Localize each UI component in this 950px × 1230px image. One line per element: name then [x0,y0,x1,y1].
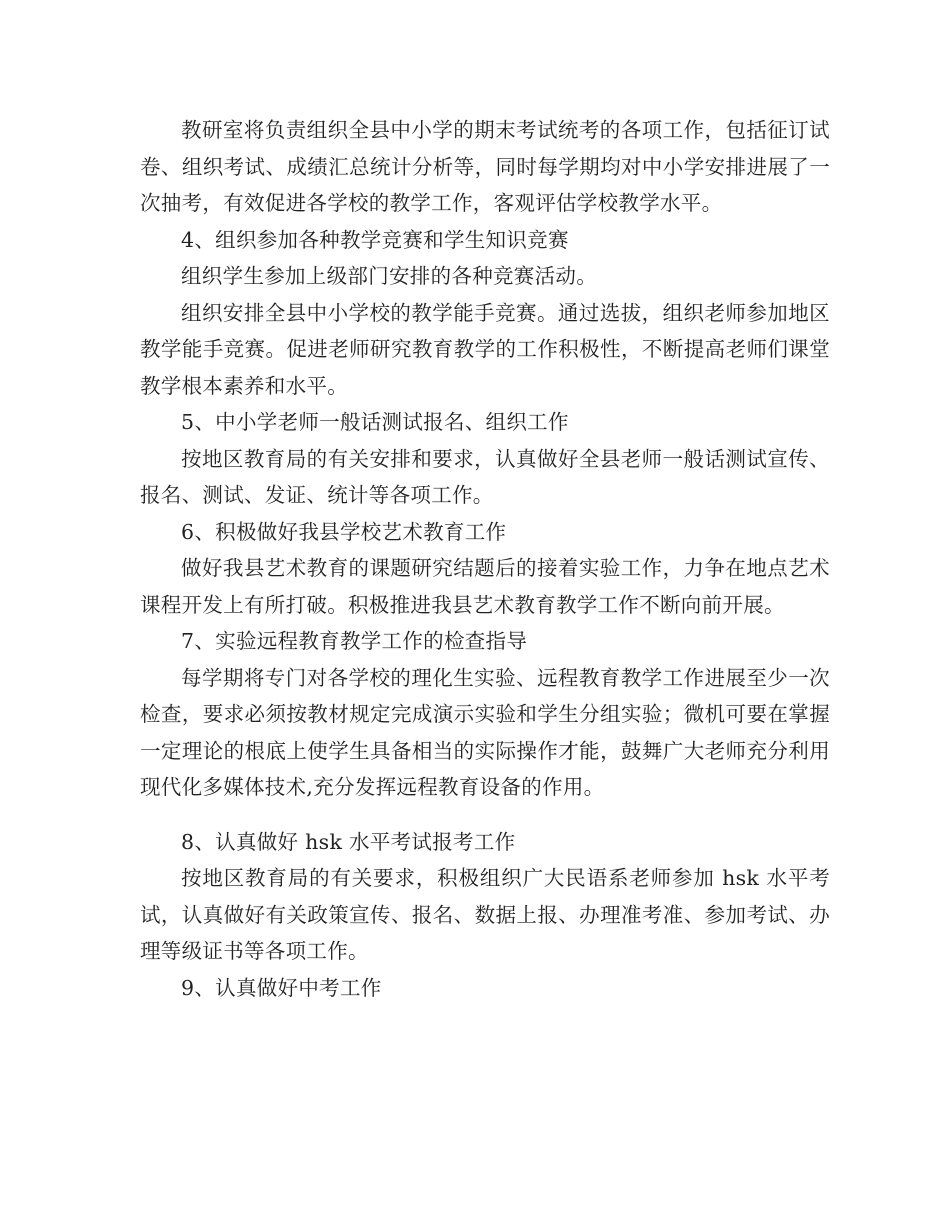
paragraph-exam-organization: 教研室将负责组织全县中小学的期末考试统考的各项工作，包括征订试卷、组织考试、成绩汇总统计分析等，同时每学期均对中小学安排进展了一次抽考，有效促进各学校的教学工作，客观评估学校教学水平。 [140,118,830,215]
paragraph-student-competitions: 组织学生参加上级部门安排的各种竞赛活动。 [181,264,597,288]
paragraph-gap [140,806,830,824]
paragraph-remote-education: 每学期将专门对各学校的理化生实验、远程教育教学工作进展至少一次检查，要求必须按教材规定完成演示实验和学生分组实验；微机可要在掌握一定理论的根底上使学生具备相当的实际操作才能，鼓舞广大老师充分利用现代化多媒体技术,充分发挥远程教育设备的作用。 [140,665,830,799]
heading-section-9: 9、认真做好中考工作 [181,975,382,1000]
document-page [140,112,830,1006]
heading-section-6: 6、积极做好我县学校艺术教育工作 [181,519,507,544]
heading-section-7: 7、实验远程教育教学工作的检查指导 [181,629,528,653]
paragraph-art-education: 做好我县艺术教育的课题研究结题后的接着实验工作，力争在地点艺术课程开发上有所打破。积极推进我县艺术教育教学工作不断向前开展。 [140,556,830,617]
heading-section-5: 5、中小学老师一般话测试报名、组织工作 [181,410,569,434]
paragraph-hsk-exam: 按地区教育局的有关要求，积极组织广大民语系老师参加 hsk 水平考试，认真做好有关政策宣传、报名、数据上报、办理准考准、参加考试、办理等级证书等各项工作。 [140,866,830,963]
paragraph-mandarin-test: 按地区教育局的有关安排和要求，认真做好全县老师一般话测试宣传、报名、测试、发证、统计等各项工作。 [140,446,830,507]
heading-section-8: 8、认真做好 hsk 水平考试报考工作 [181,829,516,854]
paragraph-teaching-competition: 组织安排全县中小学校的教学能手竞赛。通过选拔，组织老师参加地区教学能手竞赛。促进老师研究教育教学的工作积极性，不断提高老师们课堂教学根本素养和水平。 [140,300,830,398]
heading-section-4: 4、组织参加各种教学竞赛和学生知识竞赛 [181,227,569,252]
